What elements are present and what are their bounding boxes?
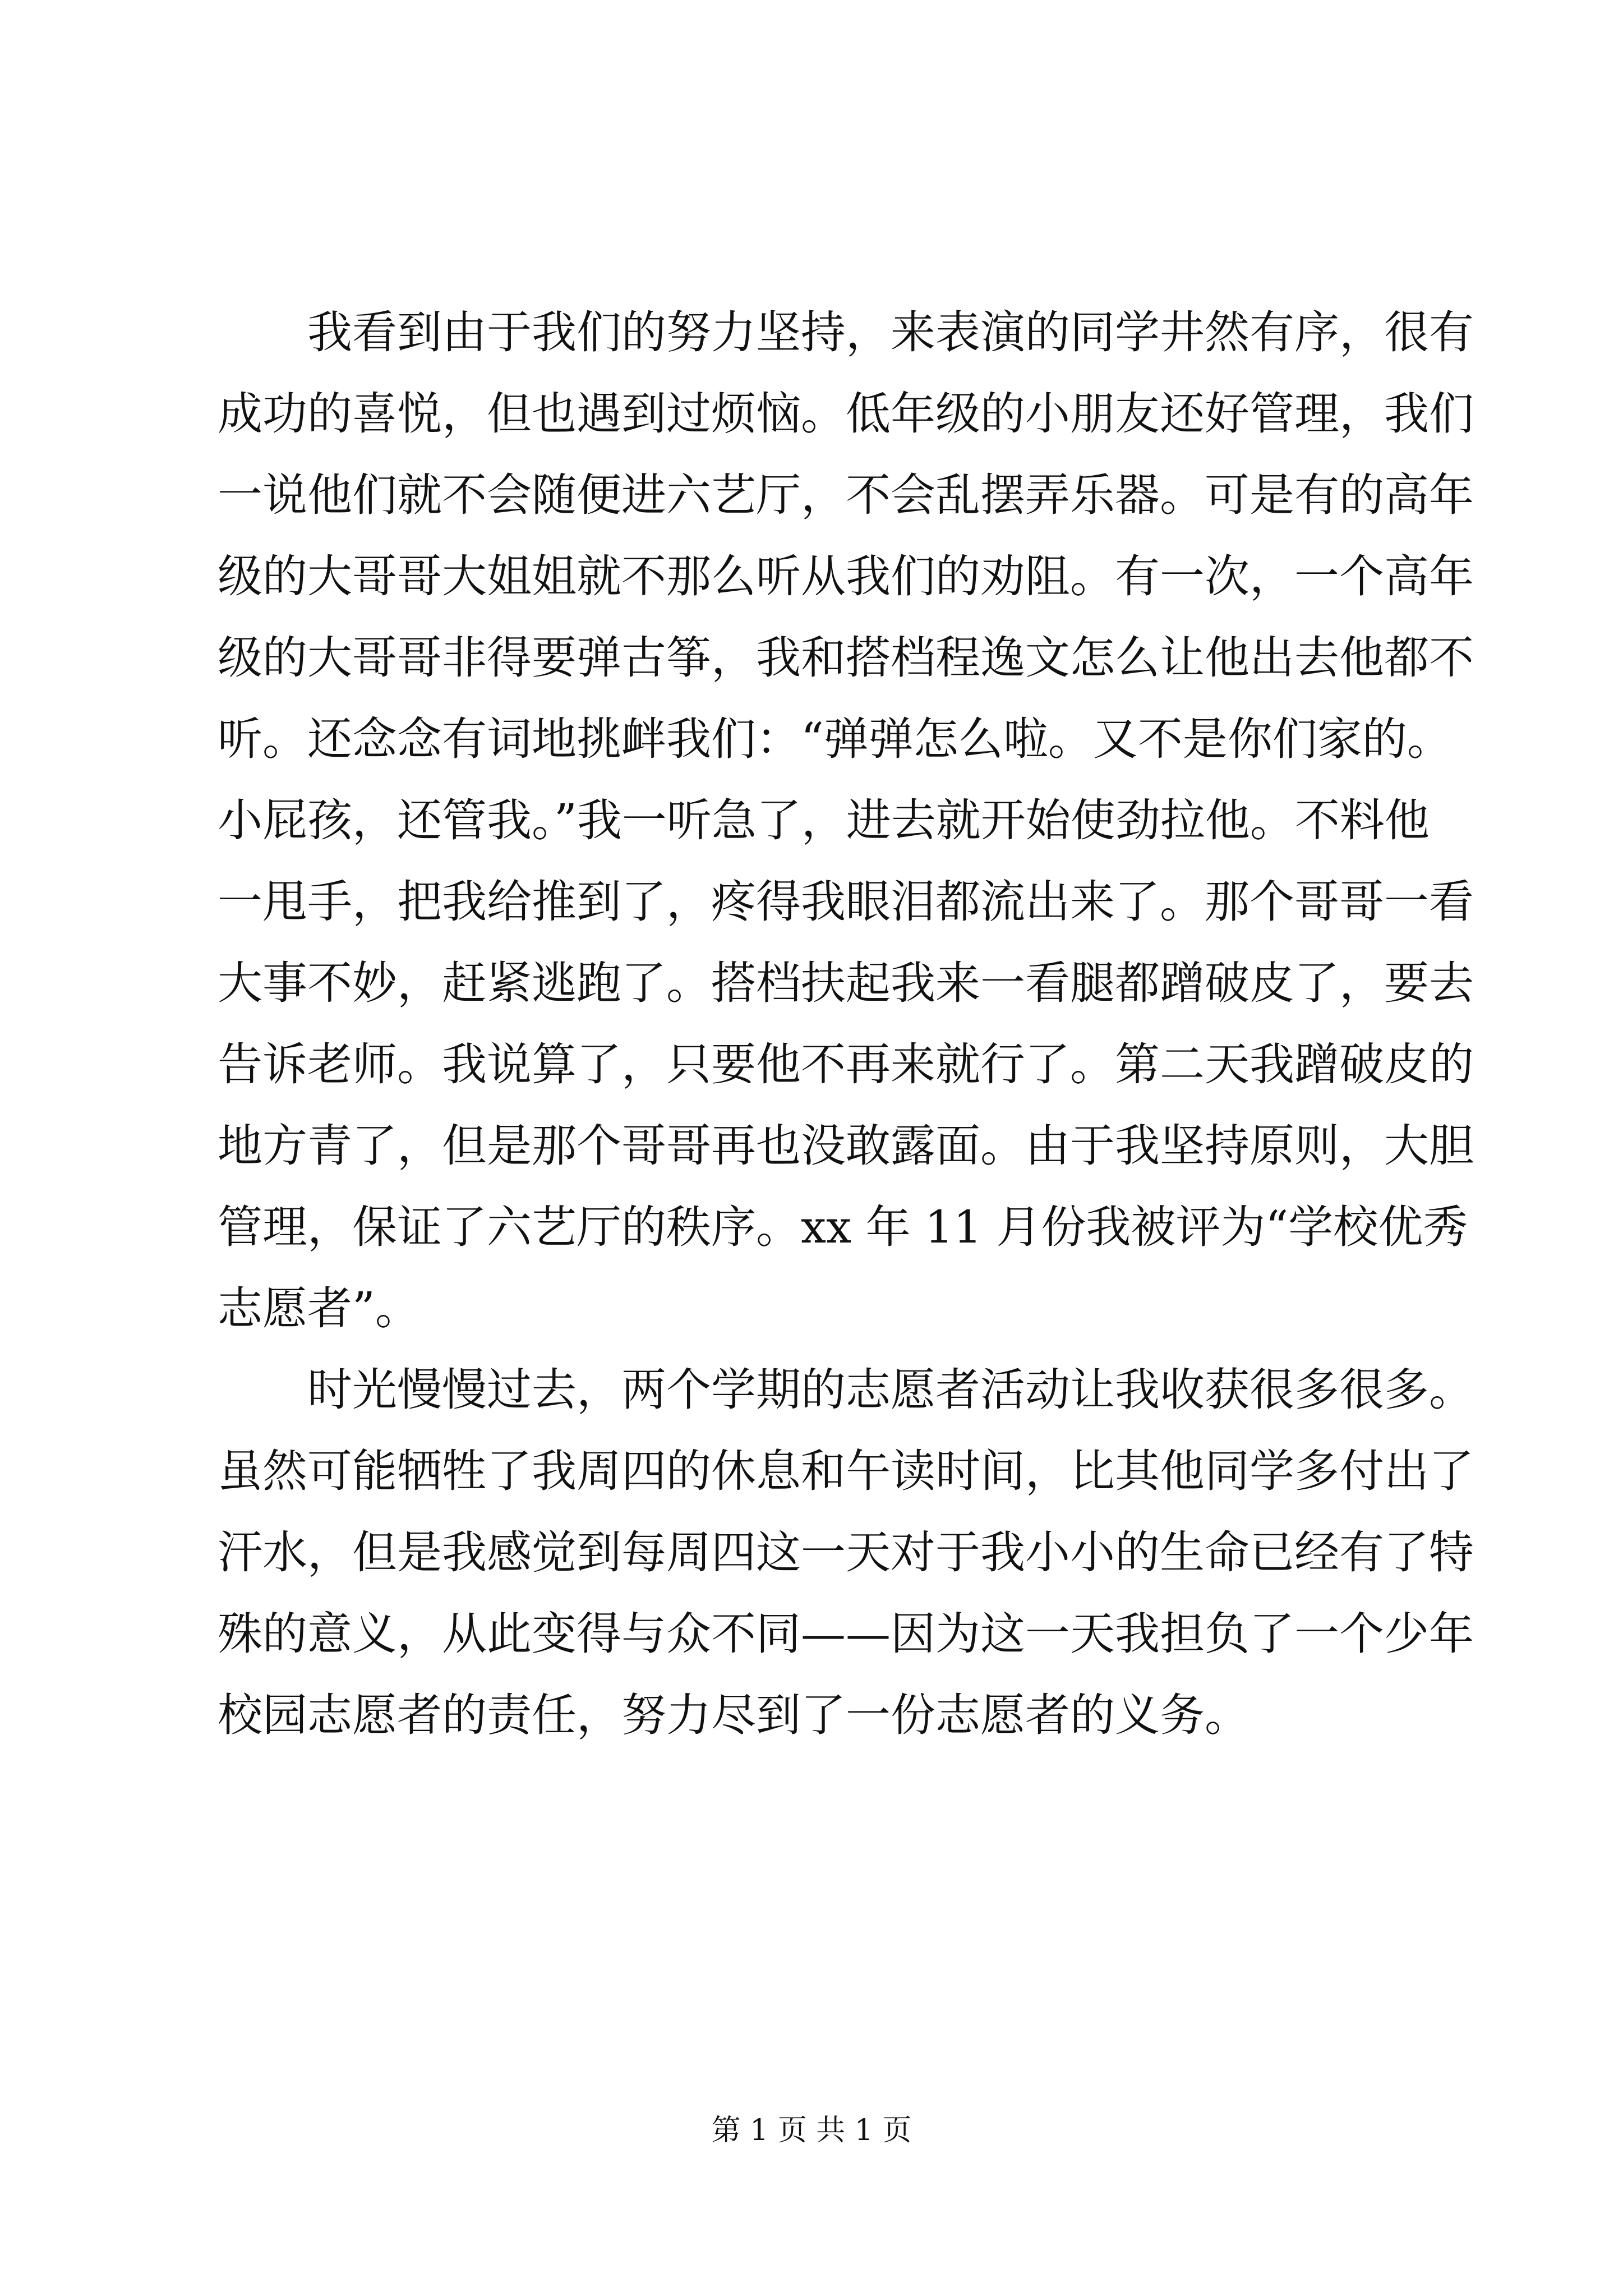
- paragraph-1: [218, 292, 1474, 1349]
- document-body: [218, 292, 1474, 1756]
- paragraph-line: 虽然可能牺牲了我周四的休息和午读时间，比其他同学多付出了: [218, 1445, 1474, 1497]
- paragraph-line: 大事不妙，赶紧逃跑了。搭档扶起我来一看腿都蹭破皮了，要去: [218, 957, 1474, 1009]
- paragraph-line: 汗水，但是我感觉到每周四这一天对于我小小的生命已经有了特: [218, 1526, 1474, 1579]
- paragraph-line: 地方青了，但是那个哥哥再也没敢露面。由于我坚持原则，大胆: [218, 1120, 1474, 1172]
- paragraph-line: 一甩手，把我给推到了，疼得我眼泪都流出来了。那个哥哥一看: [218, 876, 1474, 928]
- page-footer: 第 1 页 共 1 页: [711, 2114, 912, 2147]
- paragraph-line: 校园志愿者的责任，努力尽到了一份志愿者的义务。: [218, 1689, 1249, 1741]
- paragraph-line: 我看到由于我们的努力坚持，来表演的同学井然有序，很有: [307, 306, 1474, 358]
- paragraph-line: 级的大哥哥非得要弹古筝，我和搭档程逸文怎么让他出去他都不: [218, 632, 1474, 684]
- paragraph-line: 时光慢慢过去，两个学期的志愿者活动让我收获很多很多。: [307, 1364, 1474, 1416]
- paragraph-2: [218, 1349, 1474, 1756]
- paragraph-line: 殊的意义，从此变得与众不同——因为这一天我担负了一个少年: [218, 1608, 1474, 1660]
- paragraph-line: 成功的喜悦，但也遇到过烦恼。低年级的小朋友还好管理，我们: [218, 388, 1474, 440]
- paragraph-line: 听。还念念有词地挑衅我们：“弹弹怎么啦。又不是你们家的。: [218, 713, 1452, 765]
- paragraph-line: 志愿者”。: [218, 1282, 420, 1335]
- paragraph-line: 级的大哥哥大姐姐就不那么听从我们的劝阻。有一次，一个高年: [218, 550, 1474, 602]
- paragraph-line: 告诉老师。我说算了，只要他不再来就行了。第二天我蹭破皮的: [218, 1038, 1474, 1091]
- paragraph-line: 管理，保证了六艺厅的秩序。xx 年 11 月份我被评为“学校优秀: [218, 1201, 1468, 1253]
- paragraph-line: 小屁孩，还管我。”我一听急了，进去就开始使劲拉他。不料他: [218, 794, 1430, 846]
- paragraph-line: 一说他们就不会随便进六艺厅，不会乱摆弄乐器。可是有的高年: [218, 469, 1474, 521]
